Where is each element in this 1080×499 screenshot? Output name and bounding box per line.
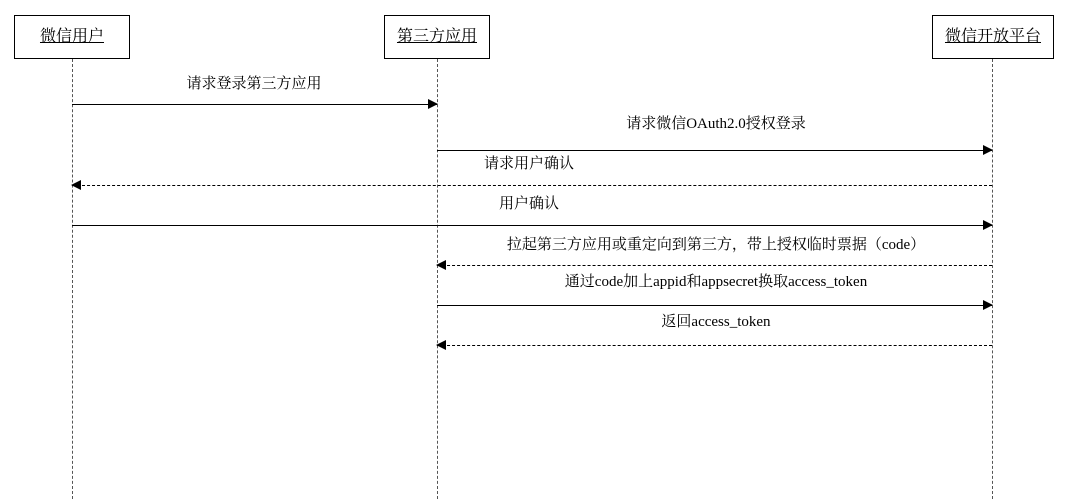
arrowhead-left-3 [71, 180, 81, 190]
message-label-1: 请求登录第三方应用 [186, 76, 322, 92]
arrowhead-left-5 [436, 260, 446, 270]
participant-box-platform[interactable] [932, 15, 1054, 59]
message-line-7 [437, 345, 992, 346]
lifeline-thirdparty [437, 59, 438, 499]
lifeline-platform [992, 59, 993, 499]
message-label-3: 请求用户确认 [483, 156, 575, 172]
participant-box-user[interactable] [14, 15, 130, 59]
message-label-5: 拉起第三方应用或重定向到第三方，带上授权临时票据（code） [506, 237, 926, 253]
message-line-5 [437, 265, 992, 266]
participant-label-thirdparty: 第三方应用 [396, 28, 477, 45]
message-label-4: 用户确认 [498, 196, 560, 212]
participant-label-user: 微信用户 [39, 28, 104, 45]
message-label-7: 返回access_token [661, 314, 771, 330]
message-line-3 [72, 185, 992, 186]
message-label-2: 请求微信OAuth2.0授权登录 [626, 116, 806, 132]
arrowhead-right-2 [983, 145, 993, 155]
message-line-4 [72, 225, 992, 226]
arrowhead-right-4 [983, 220, 993, 230]
message-line-1 [72, 104, 437, 105]
participant-box-thirdparty[interactable] [384, 15, 490, 59]
participant-label-platform: 微信开放平台 [944, 28, 1041, 45]
message-line-2 [437, 150, 992, 151]
arrowhead-right-1 [428, 99, 438, 109]
arrowhead-right-6 [983, 300, 993, 310]
message-label-6: 通过code加上appid和appsecret换取access_token [564, 274, 868, 290]
message-line-6 [437, 305, 992, 306]
arrowhead-left-7 [436, 340, 446, 350]
lifeline-user [72, 59, 73, 499]
